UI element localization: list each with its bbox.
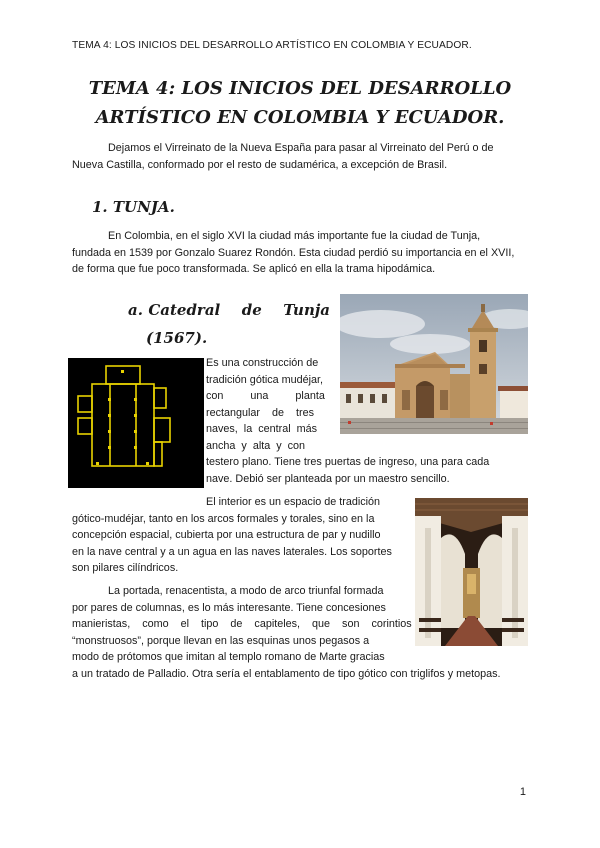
intro-line-2: Nueva Castilla, conformado por el resto de sudamérica, a excepción de Brasil. [72,158,448,171]
interior-line-4: en la nave central y a un agua en las naves laterales. Los soportes [72,545,392,558]
interior-line-1: El interior es un espacio de tradición [206,496,381,508]
portada-line-4: “monstruosos”, porque llevan en las esquinas unos pegasos a [72,634,370,647]
tunja-paragraph [72,228,528,278]
subsection-heading-catedral [128,296,330,352]
title-line-2: ARTÍSTICO EN COLOMBIA Y ECUADOR. [95,107,505,128]
tunja-line-1: En Colombia, en el siglo XVI la ciudad más importante fue la ciudad de Tunja, [108,230,481,242]
portada-line-1: La portada, renacentista, a modo de arco triunfal formada [108,585,384,597]
narrow-line-6: ancha y alta y con [206,439,306,452]
portada-paragraph [72,583,412,666]
cathedral-paragraph-wide [206,454,528,487]
intro-line-1: Dejamos el Virreinato de la Nueva España para pasar al Virreinato del Perú o de [108,142,494,154]
wide-line-2: nave. Debió ser planteada por un maestro sencillo. [206,472,450,485]
narrow-line-3: con una planta [206,390,325,403]
narrow-line-4: rectangular de tres [206,406,315,419]
tunja-line-3: de forma que fue poco transformada. Se aplicó en ella la trama hipodámica. [72,263,436,276]
interior-line-3: concepción espacial, cubierta por una estructura de par y nudillo [72,529,381,542]
subheading-line-2: (1567). [146,329,208,347]
page-title [72,74,528,132]
floor-plan-image [68,358,204,488]
cathedral-exterior-photo [340,294,528,434]
portada-line-5: modo de prótomos que imitan al templo romano de Marte gracias [72,651,385,664]
tunja-line-2: fundada en 1539 por Gonzalo Suarez Rondón. Esta ciudad perdió su importancia en el XVII, [72,246,515,259]
title-line-1: TEMA 4: LOS INICIOS DEL DESARROLLO [88,78,512,99]
interior-line-2: gótico-mudéjar, tanto en los arcos formales y torales, sino en la [72,512,375,525]
subheading-line-1: a. Catedral de Tunja [128,301,330,319]
section-heading-tunja: 1. TUNJA. [92,198,175,216]
running-header: TEMA 4: LOS INICIOS DEL DESARROLLO ARTÍSTICO EN COLOMBIA Y ECUADOR. [72,40,472,51]
narrow-line-2: tradición gótica mudéjar, [206,373,324,386]
intro-paragraph [72,140,528,173]
portada-last-line [72,666,532,683]
portada-line-6: a un tratado de Palladio. Otra sería el entablamento de tipo gótico con triglifos y metopas. [72,668,501,680]
cathedral-interior-photo [415,498,528,646]
interior-paragraph [72,494,408,577]
narrow-line-1: Es una construcción de [206,357,319,369]
interior-line-5: son pilares cilíndricos. [72,562,179,575]
wide-line-1: testero plano. Tiene tres puertas de ingreso, una para cada [206,456,490,468]
portada-line-3: manieristas, como el tipo de capiteles, que son corintios [72,618,412,631]
page-number: 1 [519,786,526,798]
portada-line-2: por pares de columnas, es lo más interesante. Tiene concesiones [72,601,386,614]
narrow-line-5: naves, la central más [206,423,318,436]
cathedral-paragraph-narrow [206,355,330,455]
